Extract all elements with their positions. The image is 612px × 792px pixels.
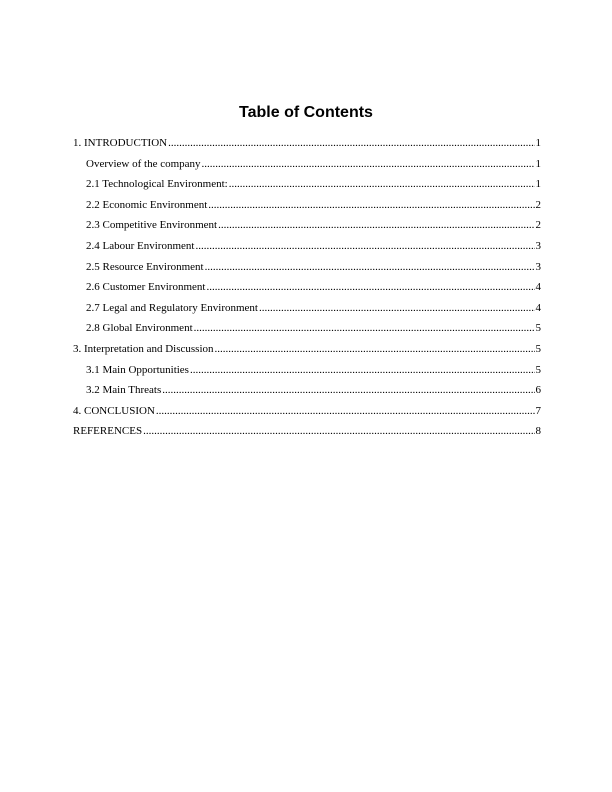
toc-dot-leader (162, 384, 534, 396)
toc-entry[interactable] (73, 199, 541, 220)
toc-page-number: 3 (535, 239, 541, 252)
toc-entry-text: 2.8 Global Environment (86, 322, 193, 335)
toc-page-number: 1 (535, 178, 541, 191)
toc-dot-leader (156, 405, 535, 417)
toc-dot-leader (190, 364, 535, 376)
toc-entry[interactable] (73, 137, 541, 158)
toc-title: Table of Contents (239, 104, 373, 121)
toc-dot-leader (215, 343, 535, 355)
toc-page-number: 1 (535, 157, 541, 170)
toc-entry[interactable] (73, 281, 541, 302)
toc-dot-leader (202, 158, 535, 170)
toc-entry[interactable] (73, 240, 541, 261)
toc-entry-text: 3.1 Main Opportunities (86, 363, 189, 376)
toc-dot-leader (229, 178, 535, 190)
toc-entry-text: 2.7 Legal and Regulatory Environment (86, 301, 258, 314)
toc-page-number: 1 (535, 137, 541, 149)
toc-page-number: 2 (535, 219, 541, 232)
toc-dot-leader (143, 425, 534, 437)
toc-entry[interactable] (73, 261, 541, 282)
toc-entry[interactable] (73, 425, 541, 446)
toc-entry[interactable] (73, 158, 541, 179)
toc-dot-leader (259, 302, 535, 314)
toc-entry[interactable] (73, 322, 541, 343)
toc-entry-text: 2.2 Economic Environment (86, 198, 208, 211)
toc-entry-text: 2.5 Resource Environment (86, 260, 204, 273)
toc-page-number: 7 (535, 404, 541, 417)
toc-entry[interactable] (73, 219, 541, 240)
toc-entry-text: 2.1 Technological Environment: (86, 178, 228, 191)
toc-page-number: 5 (535, 322, 541, 335)
toc-page-number: 5 (535, 363, 541, 376)
toc-entry-text: 1. INTRODUCTION (73, 137, 168, 149)
toc-entry[interactable] (73, 384, 541, 405)
toc-entry-text: 3.2 Main Threats (86, 384, 162, 397)
toc-entry[interactable] (73, 364, 541, 385)
toc-page-number: 2 (535, 198, 541, 211)
toc-entry-text: REFERENCES (73, 425, 143, 438)
toc-entry-text: 4. CONCLUSION (73, 404, 155, 417)
toc-dot-leader (194, 322, 535, 334)
toc-entry[interactable] (73, 405, 541, 426)
toc-dot-leader (206, 281, 534, 293)
toc-entry[interactable] (73, 302, 541, 323)
toc-entry-text: Overview of the company (86, 157, 201, 170)
toc-page-number: 4 (535, 281, 541, 294)
toc-page-number: 8 (535, 425, 541, 438)
toc-page-number: 6 (535, 384, 541, 397)
toc-entry[interactable] (73, 178, 541, 199)
toc-list (73, 137, 541, 446)
toc-dot-leader (208, 199, 534, 211)
toc-entry[interactable] (73, 343, 541, 364)
toc-page-number: 3 (535, 260, 541, 273)
toc-dot-leader (195, 240, 534, 252)
toc-dot-leader (205, 261, 535, 273)
toc-entry-text: 2.4 Labour Environment (86, 239, 195, 252)
toc-dot-leader (168, 137, 534, 149)
toc-entry-text: 3. Interpretation and Discussion (73, 342, 214, 355)
toc-page-number: 4 (535, 301, 541, 314)
toc-dot-leader (218, 219, 534, 231)
toc-entry-text: 2.6 Customer Environment (86, 281, 206, 294)
toc-page-number: 5 (535, 342, 541, 355)
toc-entry-text: 2.3 Competitive Environment (86, 219, 218, 232)
